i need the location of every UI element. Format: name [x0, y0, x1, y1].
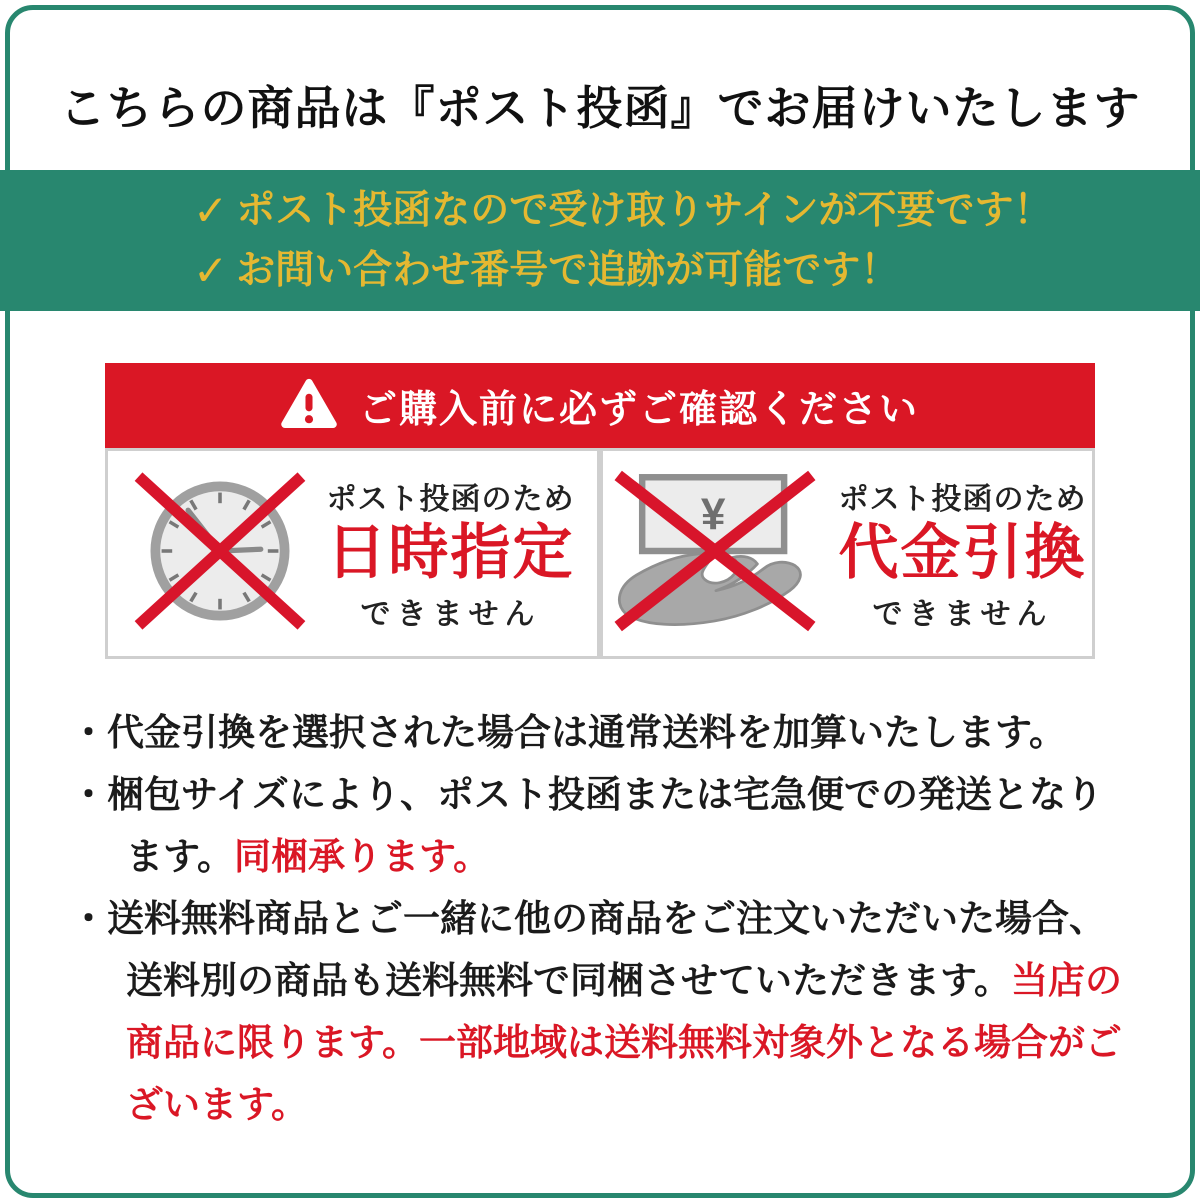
bullet-glyph: ・ [70, 712, 107, 753]
warning-cards [105, 448, 1095, 659]
card-note: ポスト投函のため [326, 483, 575, 517]
no-cod-card [600, 448, 1095, 659]
card-suffix: できません [360, 597, 541, 631]
card-suffix: できません [872, 597, 1053, 631]
benefit-line-no-signature [193, 186, 1200, 234]
no-cod-text [839, 474, 1087, 633]
note-text-red: 同梱承ります。 [234, 836, 491, 877]
note-text: 代金引換を選択された場合は通常送料を加算いたします。 [107, 712, 1067, 753]
note-text-red: 当店の商品に限ります。一部地域は送料無料対象外となる場合がございます。 [126, 960, 1123, 1125]
no-datetime-card [105, 448, 600, 659]
checkmark-icon: ✓ [193, 246, 229, 294]
cod-money-hand-crossed-icon [609, 468, 821, 639]
benefit-text: ポスト投函なので受け取りサインが不要です！ [236, 189, 1053, 232]
clock-crossed-icon [131, 466, 309, 641]
note-item-packing-size [70, 764, 1128, 888]
shipping-notes-list [70, 702, 1128, 1136]
yen-glyph: ¥ [700, 489, 725, 539]
note-text: 梱包サイズにより、ポスト投函または宅急便での発送となります。 [107, 774, 1104, 877]
benefits-banner [0, 170, 1200, 311]
checkmark-icon: ✓ [193, 186, 229, 234]
note-item-free-shipping [70, 888, 1128, 1136]
purchase-warning-section [105, 363, 1095, 659]
card-note: ポスト投函のため [838, 483, 1087, 517]
warning-header [105, 363, 1095, 448]
benefit-line-tracking [193, 246, 1200, 294]
benefit-text: お問い合わせ番号で追跡が可能です！ [236, 249, 900, 292]
warning-triangle-icon [281, 378, 337, 433]
bullet-glyph: ・ [70, 898, 107, 939]
no-datetime-text [327, 474, 575, 633]
warning-title: ご購入前に必ずご確認ください [358, 389, 919, 431]
note-item-cod-fee [70, 702, 1128, 764]
note-text: 送料無料商品とご一緒に他の商品をご注文いただいた場合、送料別の商品も送料無料で同梱させていただきます。 [107, 898, 1106, 1001]
page-title: こちらの商品は『ポスト投函』でお届けいたします [59, 82, 1141, 134]
bullet-glyph: ・ [70, 774, 107, 815]
card-feature: 代金引換 [838, 519, 1087, 587]
card-feature: 日時指定 [326, 519, 575, 587]
